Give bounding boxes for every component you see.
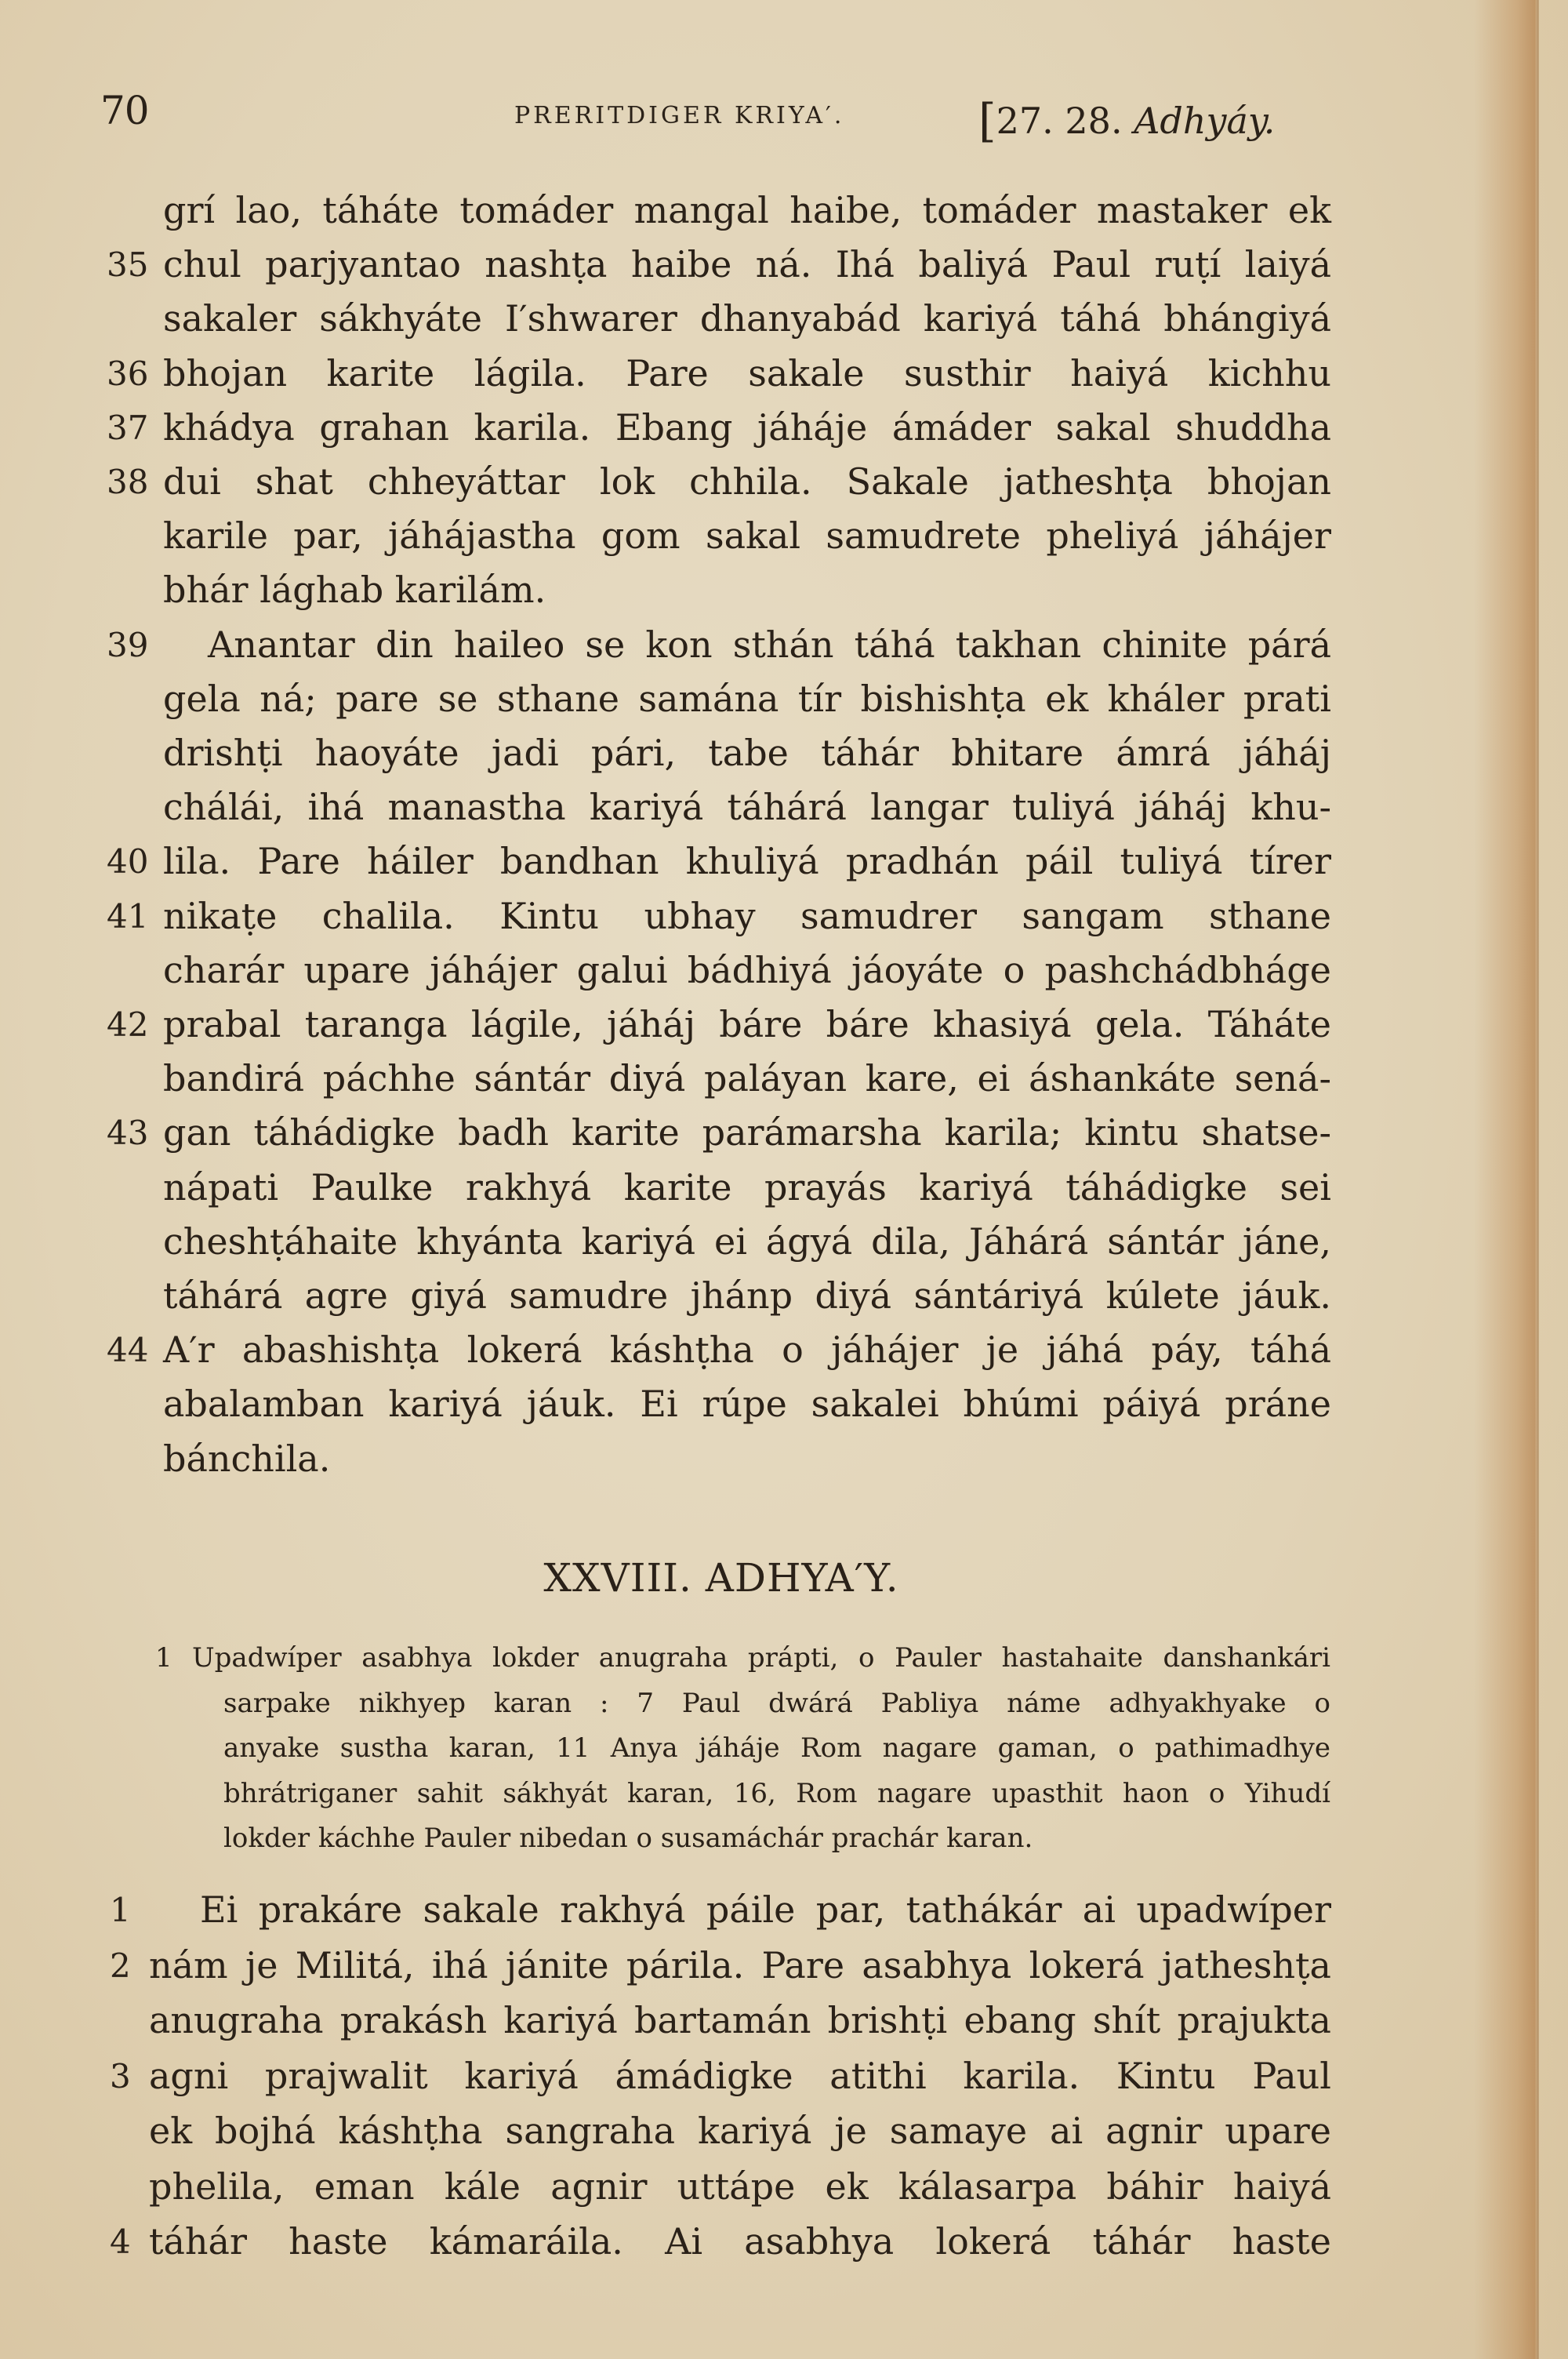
- text-line: gan táhádigke badh karite parámarsha karila; kintu shatse-: [163, 1111, 1331, 1154]
- text-line: lila. Pare háiler bandhan khuliyá pradhán páil tuliyá tírer: [163, 840, 1331, 883]
- verse-number: 37: [107, 408, 149, 447]
- verse-number: 39: [107, 625, 149, 664]
- text-line: ek bojhá káshṭha sangraha kariyá je samaye ai agnir upare: [149, 2110, 1331, 2152]
- text-line: agni prajwalit kariyá ámádigke atithi karila. Kintu Paul: [149, 2054, 1331, 2097]
- verse-number: 42: [107, 1005, 149, 1044]
- text-line: bánchila.: [163, 1437, 331, 1480]
- page-edge: [1537, 0, 1539, 2359]
- text-line: cheshṭáhaite khyánta kariyá ei ágyá dila, Jáhárá sántár jáne,: [163, 1219, 1331, 1263]
- chapter-word: Adhyáy.: [1134, 100, 1276, 142]
- verse-number: 44: [107, 1331, 149, 1370]
- summary-line: sarpake nikhyep karan : 7 Paul dwárá Pabliya náme adhyakhyake o: [223, 1687, 1330, 1719]
- summary-line: bhrátriganer sahit sákhyát karan, 16, Rom nagare upasthit haon o Yihudí: [223, 1777, 1330, 1809]
- text-line: táhárá agre giyá samudre jhánp diyá sántáriyá kúlete jáuk.: [163, 1274, 1331, 1317]
- text-line: grí lao, táháte tomáder mangal haibe, tomáder mastaker ek: [163, 189, 1331, 231]
- text-line: karile par, jáhájastha gom sakal samudrete pheliyá jáhájer: [163, 514, 1331, 558]
- running-title: PRERITDIGER KRIYA′.: [514, 102, 845, 129]
- text-line: nikaṭe chalila. Kintu ubhay samudrer sangam sthane: [163, 894, 1331, 937]
- text-line: bhár lághab karilám.: [163, 569, 546, 612]
- bracket: [: [978, 94, 996, 147]
- page-number: 70: [100, 88, 149, 133]
- text-line: chul parjyantao nashṭa haibe ná. Ihá baliyá Paul ruṭí laiyá: [163, 243, 1331, 286]
- text-line: bhojan karite lágila. Pare sakale susthir haiyá kichhu: [163, 351, 1331, 394]
- summary-line: Upadwíper asabhya lokder anugraha prápti, o Pauler hastahaite danshankári: [192, 1642, 1330, 1674]
- text-line: abalamban kariyá jáuk. Ei rúpe sakalei bhúmi páiyá práne: [163, 1383, 1331, 1426]
- text-line: dui shat chheyáttar lok chhila. Sakale jatheshṭa bhojan: [163, 460, 1331, 503]
- text-line: Ei prakáre sakale rakhyá páile par, tathákár ai upadwíper: [200, 1888, 1331, 1931]
- text-line: Anantar din haileo se kon sthán táhá takhan chinite párá: [208, 623, 1331, 666]
- verse-number: 36: [107, 354, 149, 393]
- text-line: sakaler sákhyáte I′shwarer dhanyabád kariyá táhá bhángiyá: [163, 297, 1331, 340]
- summary-verse-number: 1: [155, 1642, 172, 1674]
- verse-number: 1: [110, 1891, 131, 1929]
- text-line: nám je Militá, ihá jánite párila. Pare asabhya lokerá jatheshṭa: [149, 1943, 1331, 1986]
- verse-number: 43: [107, 1114, 149, 1153]
- text-line: drishṭi haoyáte jadi pári, tabe táhár bhitare ámrá jáháj: [163, 732, 1331, 774]
- verse-number: 41: [107, 896, 149, 936]
- summary-line: lokder káchhe Pauler nibedan o susamáchár prachár karan.: [223, 1823, 1033, 1854]
- text-line: phelila, eman kále agnir uttápe ek kálasarpa báhir haiyá: [149, 2165, 1331, 2208]
- verse-number: 35: [107, 245, 149, 285]
- text-line: anugraha prakásh kariyá bartamán brishṭi ebang shít prajukta: [149, 1999, 1331, 2041]
- verse-number: 40: [107, 842, 149, 881]
- chapter-reference: [978, 91, 1276, 147]
- verse-number: 3: [110, 2056, 131, 2095]
- chapter-heading: XXVIII. ADHYA′Y.: [543, 1555, 899, 1601]
- text-line: bandirá páchhe sántár diyá paláyan kare, ei áshankáte sená-: [163, 1057, 1331, 1100]
- text-line: gela ná; pare se sthane samána tír bishishṭa ek kháler prati: [163, 677, 1331, 720]
- text-line: A′r abashishṭa lokerá káshṭha o jáhájer je jáhá páy, táhá: [163, 1329, 1331, 1372]
- running-head: [100, 88, 1331, 147]
- verse-number: 38: [107, 463, 149, 501]
- verse-number: 2: [110, 1946, 131, 1985]
- text-line: táhár haste kámaráila. Ai asabhya lokerá táhár haste: [149, 2220, 1331, 2263]
- text-line: prabal taranga lágile, jáháj báre báre khasiyá gela. Táháte: [163, 1003, 1331, 1045]
- text-line: nápati Paulke rakhyá karite prayás kariyá táhádigke sei: [163, 1165, 1331, 1209]
- summary-line: anyake sustha karan, 11 Anya jáháje Rom nagare gaman, o pathimadhye: [223, 1732, 1330, 1764]
- text-line: chálái, ihá manastha kariyá táhárá langar tuliyá jáháj khu-: [163, 786, 1331, 829]
- text-line: khádya grahan karila. Ebang jáháje ámáder sakal shuddha: [163, 405, 1331, 449]
- chapter-numbers: 27. 28.: [996, 100, 1134, 142]
- verse-number: 4: [110, 2223, 131, 2261]
- text-line: charár upare jáhájer galui bádhiyá jáoyáte o pashchádbháge: [163, 948, 1331, 991]
